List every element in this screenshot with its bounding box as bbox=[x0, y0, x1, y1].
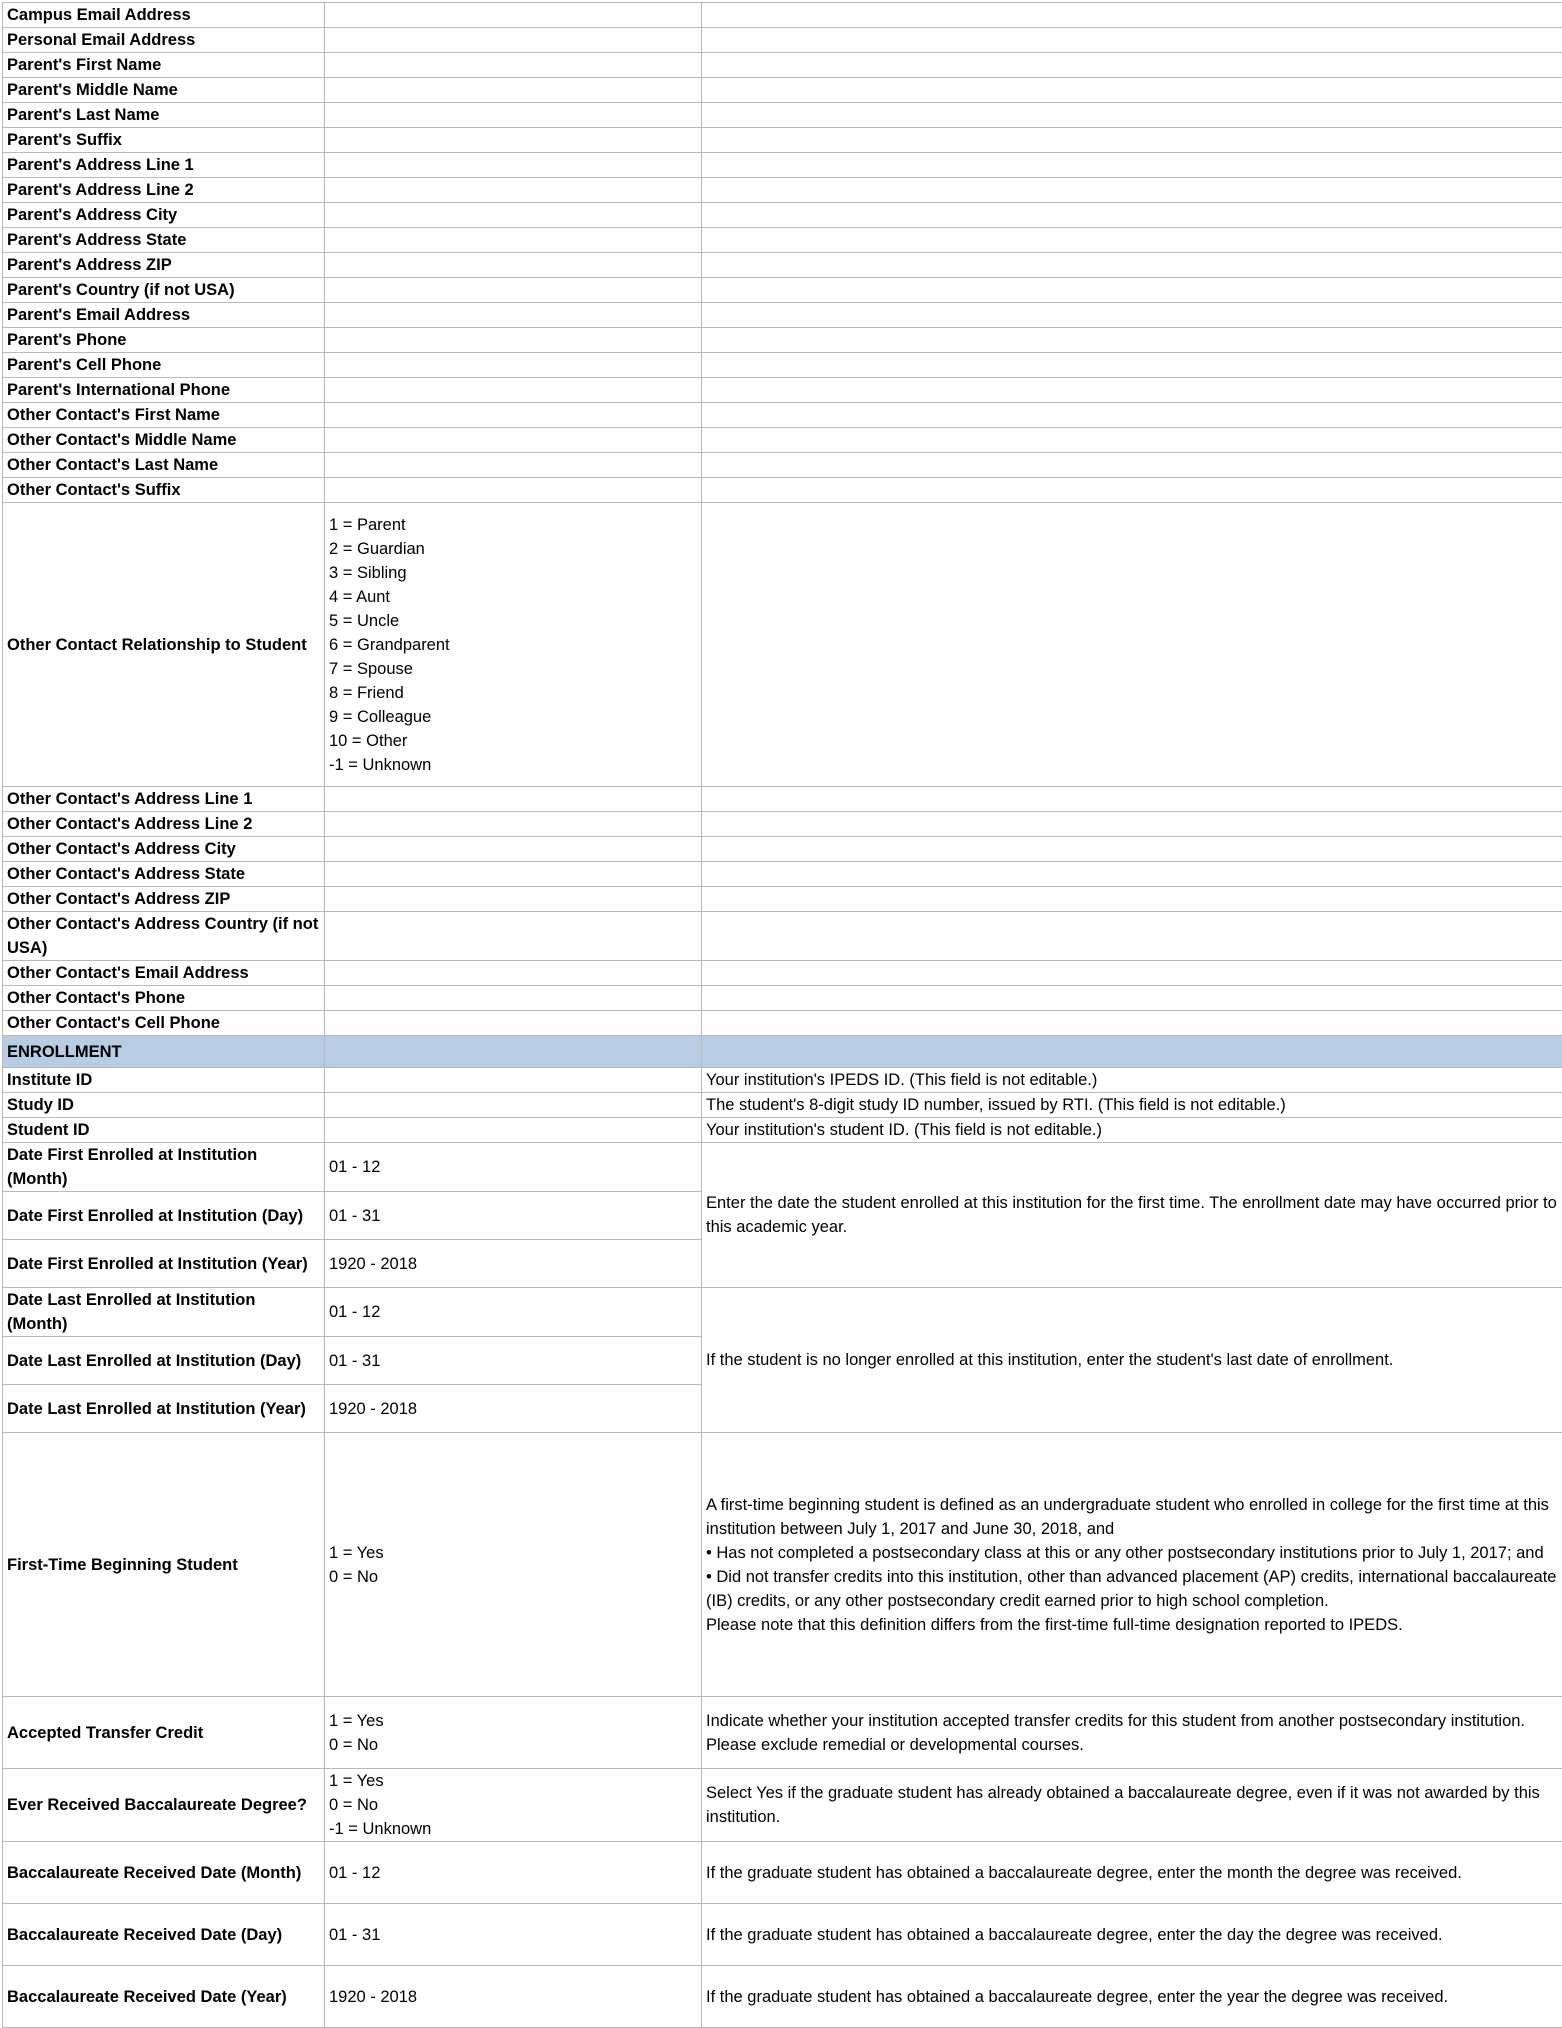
field-name-cell: Study ID bbox=[3, 1093, 325, 1118]
field-name-cell: Parent's First Name bbox=[3, 53, 325, 78]
description-cell bbox=[702, 353, 1562, 378]
allowed-values-cell bbox=[325, 478, 702, 503]
allowed-values-cell: 1 = Yes 0 = No -1 = Unknown bbox=[325, 1769, 702, 1842]
table-row bbox=[3, 28, 1562, 53]
section-header-row bbox=[3, 1036, 1562, 1068]
description-cell bbox=[702, 862, 1562, 887]
table-row bbox=[3, 1143, 1562, 1192]
field-name-cell: Accepted Transfer Credit bbox=[3, 1697, 325, 1769]
field-name-cell: Other Contact's First Name bbox=[3, 403, 325, 428]
table-body bbox=[3, 3, 1562, 2028]
description-cell bbox=[702, 1011, 1562, 1036]
allowed-values-cell bbox=[325, 278, 702, 303]
table-row bbox=[3, 503, 1562, 787]
table-row bbox=[3, 1842, 1562, 1904]
allowed-values-cell bbox=[325, 887, 702, 912]
allowed-values-cell bbox=[325, 128, 702, 153]
table-row bbox=[3, 153, 1562, 178]
description-cell: A first-time beginning student is defined as an undergraduate student who enrolled in college for the first time at this institution between July 1, 2017 and June 30, 2018, and • Has not completed a postsecondary class at this or any other postsecondary institutions prior to July 1, 2017; and • Did not transfer credits into this institution, other than advanced placement (AP) credits, international baccalaureate (IB) credits, or any other postsecondary credit earned prior to high school completion. Please note that this definition differs from the first-time full-time designation reported to IPEDS. bbox=[702, 1433, 1562, 1697]
description-cell bbox=[702, 253, 1562, 278]
allowed-values-cell: 01 - 31 bbox=[325, 1337, 702, 1385]
description-cell bbox=[702, 128, 1562, 153]
description-cell bbox=[702, 403, 1562, 428]
field-name-cell: Other Contact's Email Address bbox=[3, 961, 325, 986]
description-cell: The student's 8-digit study ID number, issued by RTI. (This field is not editable.) bbox=[702, 1093, 1562, 1118]
table-row bbox=[3, 787, 1562, 812]
allowed-values-cell bbox=[325, 328, 702, 353]
allowed-values-cell bbox=[325, 78, 702, 103]
description-cell bbox=[702, 328, 1562, 353]
field-name-cell: Ever Received Baccalaureate Degree? bbox=[3, 1769, 325, 1842]
table-row bbox=[3, 887, 1562, 912]
field-name-cell: Baccalaureate Received Date (Year) bbox=[3, 1966, 325, 2028]
section-title: ENROLLMENT bbox=[3, 1036, 325, 1068]
description-cell bbox=[702, 912, 1562, 961]
allowed-values-cell bbox=[325, 53, 702, 78]
table-row bbox=[3, 428, 1562, 453]
table-row bbox=[3, 1966, 1562, 2028]
allowed-values-cell bbox=[325, 1093, 702, 1118]
table-row bbox=[3, 328, 1562, 353]
table-row bbox=[3, 1118, 1562, 1143]
field-name-cell: Date Last Enrolled at Institution (Month) bbox=[3, 1288, 325, 1337]
description-cell bbox=[702, 961, 1562, 986]
table-row bbox=[3, 228, 1562, 253]
table-row bbox=[3, 3, 1562, 28]
field-name-cell: Date First Enrolled at Institution (Year) bbox=[3, 1240, 325, 1288]
field-name-cell: Other Contact's Address City bbox=[3, 837, 325, 862]
field-name-cell: Other Contact's Address ZIP bbox=[3, 887, 325, 912]
description-cell: If the graduate student has obtained a baccalaureate degree, enter the year the degree was received. bbox=[702, 1966, 1562, 2028]
description-cell bbox=[702, 887, 1562, 912]
table-row bbox=[3, 303, 1562, 328]
table-row bbox=[3, 1697, 1562, 1769]
table-row bbox=[3, 961, 1562, 986]
description-cell bbox=[702, 203, 1562, 228]
field-name-cell: Baccalaureate Received Date (Day) bbox=[3, 1904, 325, 1966]
allowed-values-cell bbox=[325, 986, 702, 1011]
field-name-cell: Baccalaureate Received Date (Month) bbox=[3, 1842, 325, 1904]
field-name-cell: Date First Enrolled at Institution (Day) bbox=[3, 1192, 325, 1240]
allowed-values-cell: 01 - 31 bbox=[325, 1904, 702, 1966]
description-cell bbox=[702, 787, 1562, 812]
field-name-cell: Date Last Enrolled at Institution (Year) bbox=[3, 1385, 325, 1433]
allowed-values-cell bbox=[325, 353, 702, 378]
field-name-cell: First-Time Beginning Student bbox=[3, 1433, 325, 1697]
allowed-values-cell bbox=[325, 961, 702, 986]
table-row bbox=[3, 478, 1562, 503]
table-row bbox=[3, 403, 1562, 428]
allowed-values-cell bbox=[325, 403, 702, 428]
allowed-values-cell: 1920 - 2018 bbox=[325, 1240, 702, 1288]
allowed-values-cell bbox=[325, 3, 702, 28]
description-cell bbox=[702, 3, 1562, 28]
table-row bbox=[3, 253, 1562, 278]
table-row bbox=[3, 837, 1562, 862]
allowed-values-cell: 01 - 12 bbox=[325, 1842, 702, 1904]
allowed-values-cell: 1920 - 2018 bbox=[325, 1385, 702, 1433]
allowed-values-cell: 01 - 12 bbox=[325, 1288, 702, 1337]
table-row bbox=[3, 986, 1562, 1011]
allowed-values-cell bbox=[325, 103, 702, 128]
allowed-values-cell: 1920 - 2018 bbox=[325, 1966, 702, 2028]
allowed-values-cell bbox=[325, 812, 702, 837]
allowed-values-cell bbox=[325, 428, 702, 453]
field-name-cell: Other Contact's Cell Phone bbox=[3, 1011, 325, 1036]
description-cell bbox=[702, 428, 1562, 453]
allowed-values-cell bbox=[325, 253, 702, 278]
field-name-cell: Other Contact's Address State bbox=[3, 862, 325, 887]
field-name-cell: Other Contact's Suffix bbox=[3, 478, 325, 503]
table-row bbox=[3, 453, 1562, 478]
field-name-cell: Student ID bbox=[3, 1118, 325, 1143]
description-cell: Your institution's IPEDS ID. (This field is not editable.) bbox=[702, 1068, 1562, 1093]
allowed-values-cell bbox=[325, 837, 702, 862]
description-cell: If the graduate student has obtained a baccalaureate degree, enter the day the degree was received. bbox=[702, 1904, 1562, 1966]
allowed-values-cell bbox=[325, 153, 702, 178]
allowed-values-cell: 1 = Parent 2 = Guardian 3 = Sibling 4 = Aunt 5 = Uncle 6 = Grandparent 7 = Spouse 8 = Friend 9 = Colleague 10 = Other -1 = Unknown bbox=[325, 503, 702, 787]
table-row bbox=[3, 1068, 1562, 1093]
table-row bbox=[3, 912, 1562, 961]
table-row bbox=[3, 862, 1562, 887]
field-name-cell: Parent's Address Line 1 bbox=[3, 153, 325, 178]
allowed-values-cell bbox=[325, 378, 702, 403]
data-dictionary-table bbox=[2, 2, 1562, 2028]
description-cell bbox=[702, 278, 1562, 303]
description-cell bbox=[702, 53, 1562, 78]
field-name-cell: Other Contact's Last Name bbox=[3, 453, 325, 478]
field-name-cell: Parent's Middle Name bbox=[3, 78, 325, 103]
description-cell: Your institution's student ID. (This field is not editable.) bbox=[702, 1118, 1562, 1143]
field-name-cell: Other Contact's Address Line 1 bbox=[3, 787, 325, 812]
allowed-values-cell bbox=[325, 1036, 702, 1068]
field-name-cell: Parent's Last Name bbox=[3, 103, 325, 128]
allowed-values-cell bbox=[325, 28, 702, 53]
description-cell: Enter the date the student enrolled at this institution for the first time. The enrollment date may have occurred prior to this academic year. bbox=[702, 1143, 1562, 1288]
description-cell bbox=[702, 453, 1562, 478]
field-name-cell: Date Last Enrolled at Institution (Day) bbox=[3, 1337, 325, 1385]
allowed-values-cell bbox=[325, 453, 702, 478]
description-cell bbox=[702, 28, 1562, 53]
description-cell: Indicate whether your institution accepted transfer credits for this student from another postsecondary institution. Please exclude remedial or developmental courses. bbox=[702, 1697, 1562, 1769]
field-name-cell: Parent's Phone bbox=[3, 328, 325, 353]
table-row bbox=[3, 78, 1562, 103]
field-name-cell: Other Contact's Address Line 2 bbox=[3, 812, 325, 837]
field-name-cell: Parent's International Phone bbox=[3, 378, 325, 403]
allowed-values-cell bbox=[325, 303, 702, 328]
allowed-values-cell bbox=[325, 203, 702, 228]
table-row bbox=[3, 53, 1562, 78]
field-name-cell: Parent's Address Line 2 bbox=[3, 178, 325, 203]
description-cell bbox=[702, 812, 1562, 837]
description-cell: Select Yes if the graduate student has already obtained a baccalaureate degree, even if it was not awarded by this institution. bbox=[702, 1769, 1562, 1842]
description-cell: If the student is no longer enrolled at this institution, enter the student's last date of enrollment. bbox=[702, 1288, 1562, 1433]
field-name-cell: Parent's Address City bbox=[3, 203, 325, 228]
table-row bbox=[3, 1011, 1562, 1036]
allowed-values-cell bbox=[325, 1068, 702, 1093]
field-name-cell: Other Contact's Phone bbox=[3, 986, 325, 1011]
field-name-cell: Institute ID bbox=[3, 1068, 325, 1093]
description-cell bbox=[702, 103, 1562, 128]
description-cell bbox=[702, 378, 1562, 403]
description-cell: If the graduate student has obtained a baccalaureate degree, enter the month the degree was received. bbox=[702, 1842, 1562, 1904]
allowed-values-cell bbox=[325, 912, 702, 961]
description-cell bbox=[702, 986, 1562, 1011]
allowed-values-cell: 1 = Yes 0 = No bbox=[325, 1433, 702, 1697]
table-row bbox=[3, 103, 1562, 128]
table-row bbox=[3, 178, 1562, 203]
field-name-cell: Parent's Address State bbox=[3, 228, 325, 253]
allowed-values-cell bbox=[325, 228, 702, 253]
field-name-cell: Parent's Cell Phone bbox=[3, 353, 325, 378]
field-name-cell: Other Contact Relationship to Student bbox=[3, 503, 325, 787]
allowed-values-cell bbox=[325, 1118, 702, 1143]
field-name-cell: Other Contact's Middle Name bbox=[3, 428, 325, 453]
allowed-values-cell bbox=[325, 787, 702, 812]
field-name-cell: Parent's Country (if not USA) bbox=[3, 278, 325, 303]
table-row bbox=[3, 1093, 1562, 1118]
field-name-cell: Date First Enrolled at Institution (Month) bbox=[3, 1143, 325, 1192]
field-name-cell: Parent's Suffix bbox=[3, 128, 325, 153]
field-name-cell: Parent's Address ZIP bbox=[3, 253, 325, 278]
table-row bbox=[3, 812, 1562, 837]
description-cell bbox=[702, 303, 1562, 328]
description-cell bbox=[702, 503, 1562, 787]
table-row bbox=[3, 1288, 1562, 1337]
allowed-values-cell: 01 - 12 bbox=[325, 1143, 702, 1192]
allowed-values-cell: 01 - 31 bbox=[325, 1192, 702, 1240]
field-name-cell: Parent's Email Address bbox=[3, 303, 325, 328]
allowed-values-cell bbox=[325, 178, 702, 203]
table-row bbox=[3, 1904, 1562, 1966]
table-row bbox=[3, 1769, 1562, 1842]
table-row bbox=[3, 203, 1562, 228]
description-cell bbox=[702, 153, 1562, 178]
description-cell bbox=[702, 478, 1562, 503]
field-name-cell: Campus Email Address bbox=[3, 3, 325, 28]
table-row bbox=[3, 353, 1562, 378]
table-row bbox=[3, 128, 1562, 153]
description-cell bbox=[702, 78, 1562, 103]
allowed-values-cell bbox=[325, 862, 702, 887]
field-name-cell: Other Contact's Address Country (if not USA) bbox=[3, 912, 325, 961]
allowed-values-cell: 1 = Yes 0 = No bbox=[325, 1697, 702, 1769]
table-row bbox=[3, 278, 1562, 303]
description-cell bbox=[702, 228, 1562, 253]
description-cell bbox=[702, 1036, 1562, 1068]
field-name-cell: Personal Email Address bbox=[3, 28, 325, 53]
table-row bbox=[3, 1433, 1562, 1697]
description-cell bbox=[702, 837, 1562, 862]
allowed-values-cell bbox=[325, 1011, 702, 1036]
table-row bbox=[3, 378, 1562, 403]
description-cell bbox=[702, 178, 1562, 203]
